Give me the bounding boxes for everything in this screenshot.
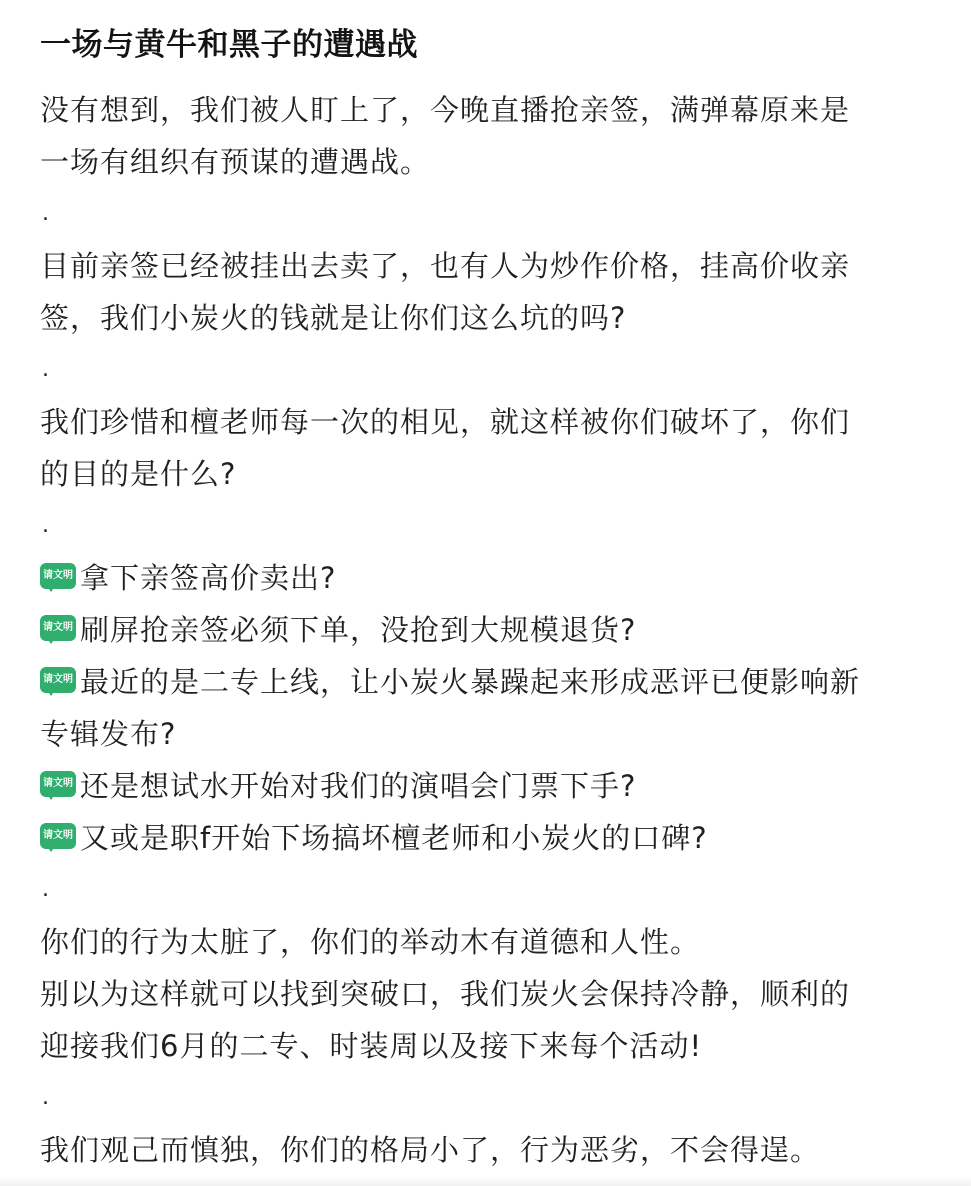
bullet-text: 又或是职f开始下场搞坏檀老师和小炭火的口碑? [80, 821, 708, 855]
badge-label: 请文明 [40, 771, 76, 797]
paragraph-line: 的目的是什么? [40, 457, 237, 491]
bullet-text: 刷屏抢亲签必须下单，没抢到大规模退货? [80, 613, 637, 647]
paragraph-line: 专辑发布? [40, 717, 177, 751]
paragraph-line: 别以为这样就可以找到突破口，我们炭火会保持冷静，顺利的 [40, 977, 851, 1011]
bullet-line [40, 812, 935, 864]
dot-separator: . [42, 357, 50, 382]
bullet-line [40, 552, 935, 604]
bottom-edge [0, 1176, 971, 1186]
bullet-line [40, 604, 935, 656]
bullet-text: 拿下亲签高价卖出? [80, 561, 337, 595]
dot-separator: . [42, 1085, 50, 1110]
badge-label: 请文明 [40, 823, 76, 849]
dot-separator: . [42, 877, 50, 902]
paragraph-line: 没有想到，我们被人盯上了，今晚直播抢亲签，满弹幕原来是 [40, 93, 851, 127]
bullet-line [40, 656, 935, 708]
paragraph-line: 一场有组织有预谋的遭遇战。 [40, 145, 431, 179]
post-title: 一场与黄牛和黑子的遭遇战 [40, 27, 418, 63]
bullet-text: 还是想试水开始对我们的演唱会门票下手? [80, 769, 637, 803]
paragraph-line: 我们观己而慎独，你们的格局小了，行为恶劣，不会得逞。 [40, 1133, 821, 1167]
civility-badge-icon [40, 823, 76, 851]
badge-label: 请文明 [40, 563, 76, 589]
civility-badge-icon [40, 615, 76, 643]
paragraph-line: 你们的行为太脏了，你们的举动木有道德和人性。 [40, 925, 701, 959]
paragraph-line: 签，我们小炭火的钱就是让你们这么坑的吗? [40, 301, 627, 335]
badge-label: 请文明 [40, 615, 76, 641]
paragraph-line: 我们珍惜和檀老师每一次的相见，就这样被你们破坏了，你们 [40, 405, 851, 439]
post-content [40, 20, 935, 1176]
paragraph-line: 目前亲签已经被挂出去卖了，也有人为炒作价格，挂高价收亲 [40, 249, 851, 283]
bullet-line [40, 760, 935, 812]
dot-separator: . [42, 513, 50, 538]
civility-badge-icon [40, 667, 76, 695]
bullet-text: 最近的是二专上线，让小炭火暴躁起来形成恶评已便影响新 [80, 665, 861, 699]
civility-badge-icon [40, 771, 76, 799]
dot-separator: . [42, 201, 50, 226]
paragraph-line: 迎接我们6月的二专、时装周以及接下来每个活动! [40, 1029, 703, 1063]
badge-label: 请文明 [40, 667, 76, 693]
civility-badge-icon [40, 563, 76, 591]
